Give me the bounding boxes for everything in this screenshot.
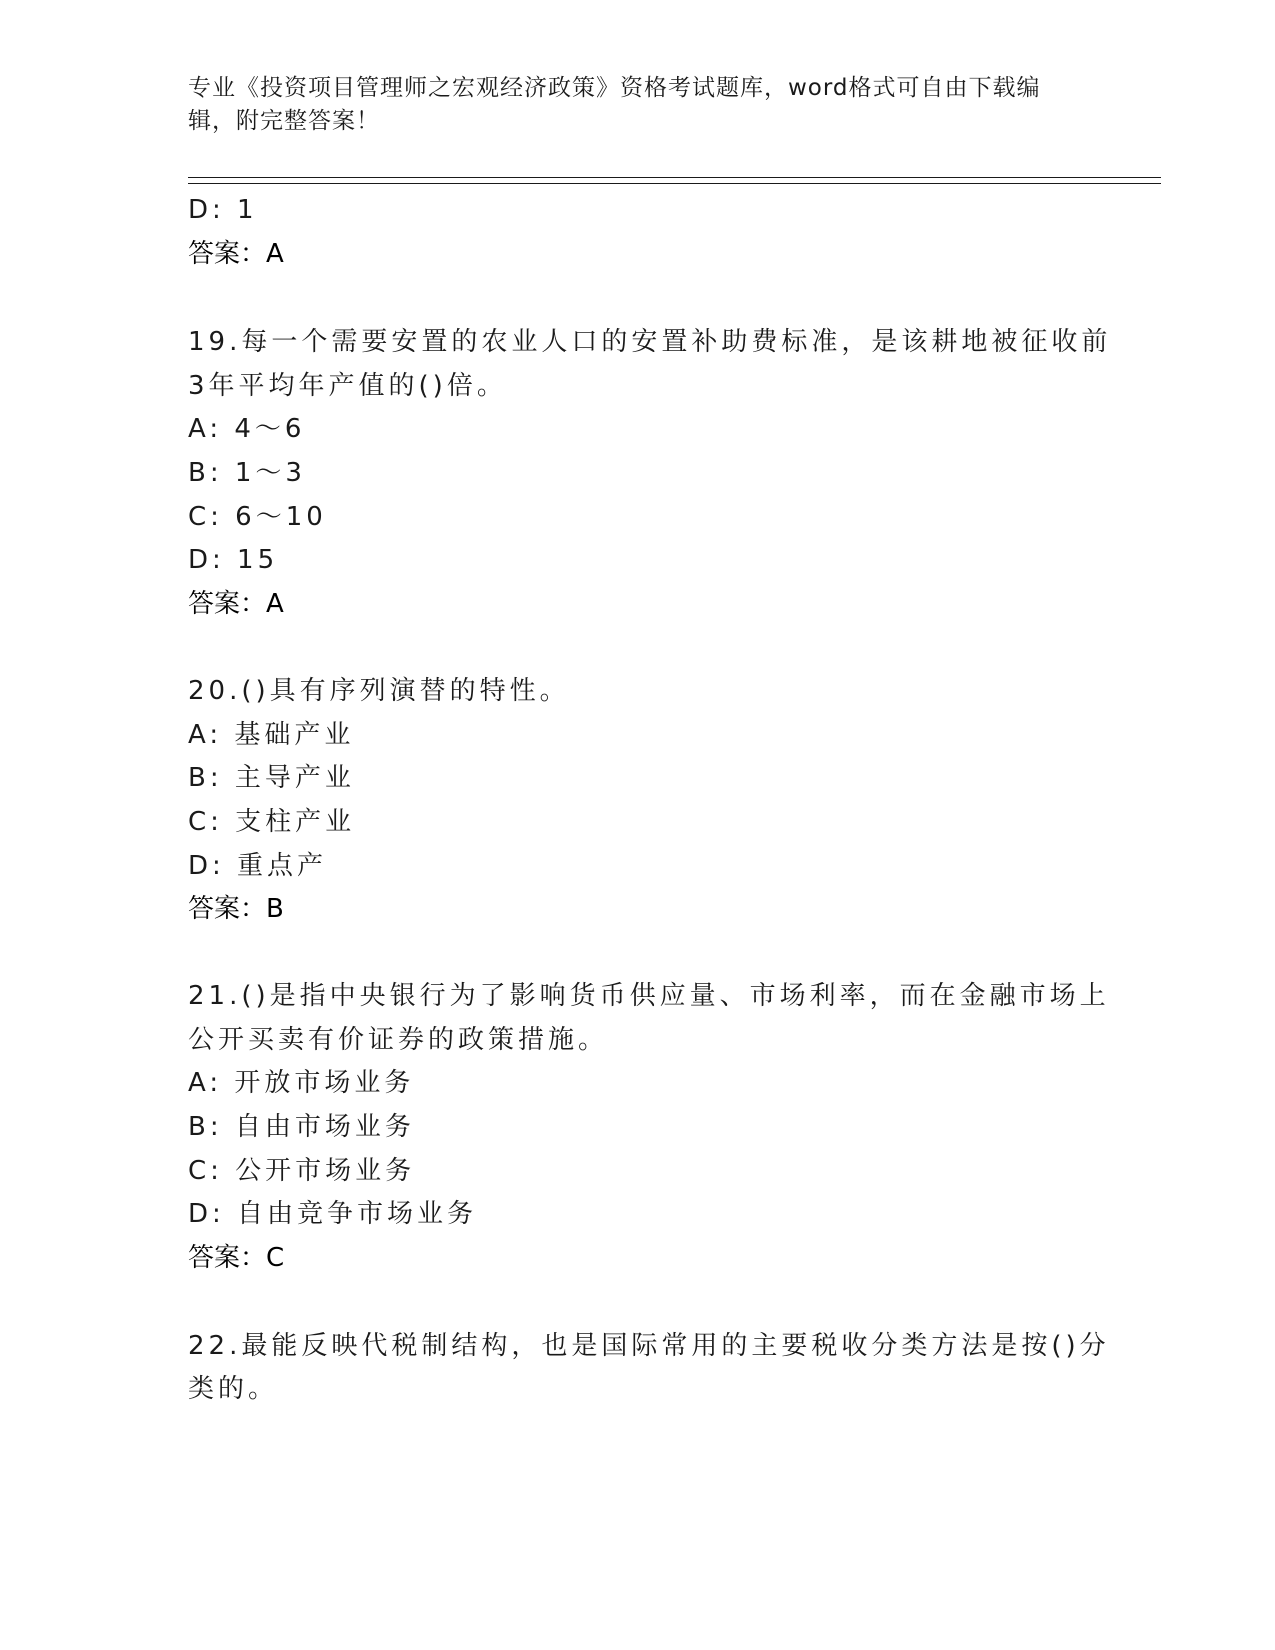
answer-line: 答案：A <box>188 589 284 619</box>
option-c: C: 6～10 <box>188 502 327 532</box>
option-a: A: 4～6 <box>188 414 306 444</box>
question-stem-line-2: 公开买卖有价证券的政策措施。 <box>188 1025 609 1055</box>
question-stem-line-1: 19.每一个需要安置的农业人口的安置补助费标准，是该耕地被征收前 <box>188 327 1112 357</box>
question-stem-line-1: 22.最能反映代税制结构，也是国际常用的主要税收分类方法是按()分 <box>188 1331 1110 1361</box>
option-d: D: 1 <box>188 195 258 225</box>
option-c: C: 公开市场业务 <box>188 1156 416 1186</box>
header-divider-bottom <box>188 183 1161 184</box>
option-a: A: 开放市场业务 <box>188 1068 415 1098</box>
answer-line: 答案：C <box>188 1243 285 1273</box>
answer-line: 答案：A <box>188 239 284 269</box>
question-stem-line-2: 类的。 <box>188 1374 279 1404</box>
option-b: B: 自由市场业务 <box>188 1112 415 1142</box>
option-d: D: 15 <box>188 545 279 575</box>
option-c: C: 支柱产业 <box>188 807 356 837</box>
option-d: D: 重点产 <box>188 851 328 881</box>
header-line-2: 辑，附完整答案！ <box>188 108 380 134</box>
answer-line: 答案：B <box>188 894 284 924</box>
document-header <box>188 72 1088 138</box>
question-stem-line-2: 3年平均年产值的()倍。 <box>188 371 507 401</box>
option-b: B: 1～3 <box>188 458 306 488</box>
header-divider-top <box>188 177 1161 178</box>
header-line-1: 专业《投资项目管理师之宏观经济政策》资格考试题库，word格式可自由下载编 <box>188 75 1041 101</box>
question-stem-line-1: 20.()具有序列演替的特性。 <box>188 676 570 706</box>
option-b: B: 主导产业 <box>188 763 355 793</box>
option-a: A: 基础产业 <box>188 720 355 750</box>
question-stem-line-1: 21.()是指中央银行为了影响货币供应量、市场利率，而在金融市场上 <box>188 981 1110 1011</box>
option-d: D: 自由竞争市场业务 <box>188 1199 478 1229</box>
